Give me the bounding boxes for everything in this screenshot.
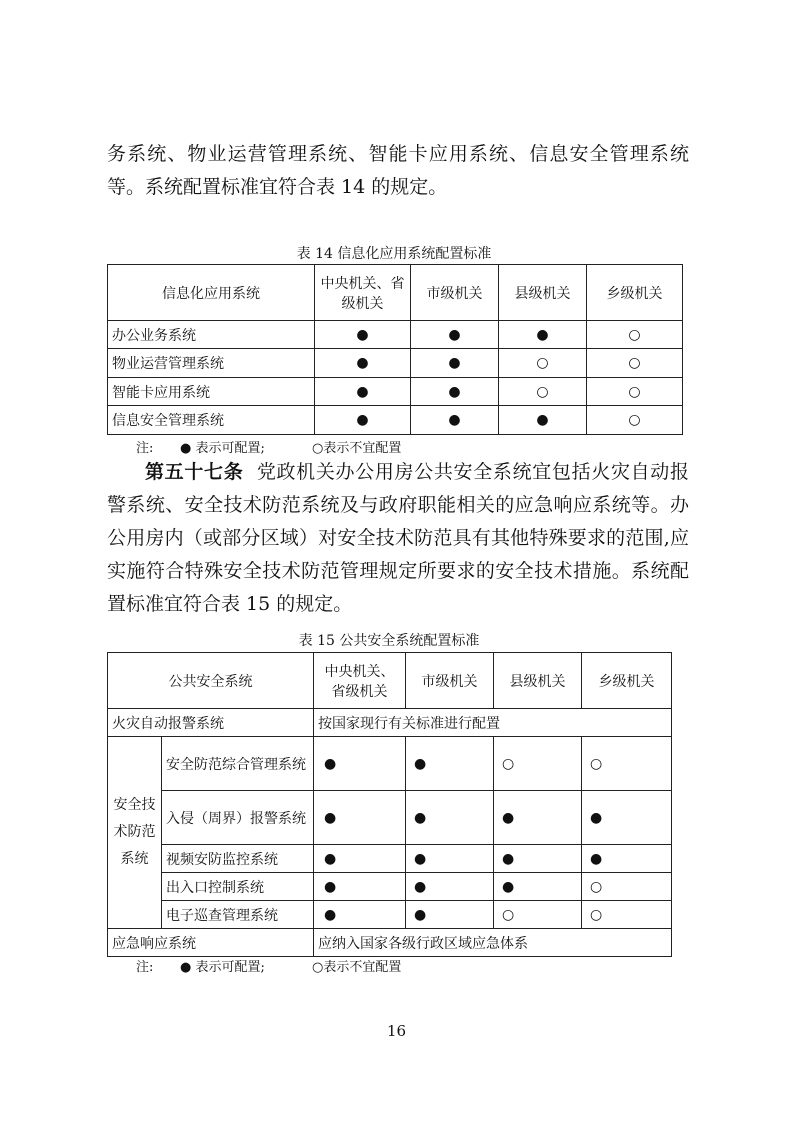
page-number: 16: [386, 1022, 407, 1040]
table-14-caption: 表 14 信息化应用系统配置标准: [296, 246, 492, 262]
config-mark: ●: [494, 873, 582, 901]
config-mark: ○: [587, 406, 683, 435]
table-15-caption: 表 15 公共安全系统配置标准: [298, 633, 480, 649]
table-row: [108, 321, 683, 349]
config-mark: ○: [582, 901, 672, 929]
note-filled: ● 表示可配置;: [180, 960, 265, 975]
table-14-header: 县级机关: [499, 265, 587, 321]
note-prefix: 注:: [136, 960, 154, 975]
note-prefix: 注:: [136, 441, 154, 456]
config-mark: ○: [582, 873, 672, 901]
config-mark: ●: [406, 737, 494, 791]
article-body: 党政机关办公用房公共安全系统宜包括火灾自动报警系统、安全技术防范系统及与政府职能相关的应急响应系统等。办公用房内（或部分区域）对安全技术防范具有其他特殊要求的范围,应实施符合特殊安全技术防范管理规定所要求的安全技术措施。系统配置标准宜符合表 15 的规定。: [107, 461, 689, 615]
row-label: 信息安全管理系统: [108, 406, 315, 435]
config-mark: ●: [406, 901, 494, 929]
table-row: [108, 349, 683, 378]
config-mark: ●: [314, 791, 406, 845]
note-filled: ● 表示可配置;: [180, 441, 265, 456]
merged-value: 按国家现行有关标准进行配置: [314, 709, 672, 737]
config-mark: ●: [499, 321, 587, 349]
config-mark: ●: [499, 406, 587, 435]
config-mark: ●: [314, 873, 406, 901]
config-mark: ●: [315, 349, 411, 378]
table-row: [108, 737, 672, 791]
config-mark: ○: [582, 737, 672, 791]
table-15: [107, 652, 672, 957]
table-14-header: 乡级机关: [587, 265, 683, 321]
table-15-header: 中央机关、省级机关: [314, 653, 406, 709]
table-14-header-row: [108, 265, 683, 321]
config-mark: ●: [314, 845, 406, 873]
article-number: 第五十七条: [145, 461, 244, 483]
config-mark: ●: [411, 406, 499, 435]
note-empty: ○表示不宜配置: [312, 441, 402, 456]
group-label: 安全技术防范系统: [108, 737, 162, 929]
table-14-note: [136, 441, 401, 457]
config-mark: ●: [411, 378, 499, 406]
table-row: [108, 873, 672, 901]
table-row: [108, 929, 672, 957]
note-empty: ○表示不宜配置: [312, 960, 402, 975]
row-label: 智能卡应用系统: [108, 378, 315, 406]
table-14-header: 信息化应用系统: [108, 265, 315, 321]
table-row: [108, 845, 672, 873]
config-mark: ○: [494, 901, 582, 929]
row-label: 出入口控制系统: [162, 873, 314, 901]
config-mark: ○: [494, 737, 582, 791]
config-mark: ●: [314, 737, 406, 791]
row-label: 视频安防监控系统: [162, 845, 314, 873]
table-15-header: 县级机关: [494, 653, 582, 709]
row-label: 火灾自动报警系统: [108, 709, 314, 737]
config-mark: ○: [499, 349, 587, 378]
config-mark: ●: [411, 349, 499, 378]
config-mark: ●: [494, 845, 582, 873]
row-label: 应急响应系统: [108, 929, 314, 957]
config-mark: ●: [315, 321, 411, 349]
config-mark: ●: [582, 791, 672, 845]
table-15-header: 乡级机关: [582, 653, 672, 709]
merged-value: 应纳入国家各级行政区域应急体系: [314, 929, 672, 957]
config-mark: ●: [314, 901, 406, 929]
table-14-header: 市级机关: [411, 265, 499, 321]
config-mark: ○: [587, 321, 683, 349]
config-mark: ●: [411, 321, 499, 349]
config-mark: ●: [406, 845, 494, 873]
table-row: [108, 901, 672, 929]
row-label: 电子巡查管理系统: [162, 901, 314, 929]
row-label: 安全防范综合管理系统: [162, 737, 314, 791]
row-label: 办公业务系统: [108, 321, 315, 349]
paragraph-1: 务系统、物业运营管理系统、智能卡应用系统、信息安全管理系统等。系统配置标准宜符合表 14 的规定。: [107, 143, 689, 198]
config-mark: ○: [587, 349, 683, 378]
config-mark: ○: [587, 378, 683, 406]
config-mark: ●: [494, 791, 582, 845]
table-row: [108, 709, 672, 737]
table-15-note: [136, 960, 401, 976]
table-row: [108, 791, 672, 845]
config-mark: ●: [406, 873, 494, 901]
config-mark: ●: [315, 406, 411, 435]
config-mark: ●: [315, 378, 411, 406]
row-label: 物业运营管理系统: [108, 349, 315, 378]
table-15-header-row: [108, 653, 672, 709]
table-row: [108, 378, 683, 406]
table-row: [108, 406, 683, 435]
table-15-header: 市级机关: [406, 653, 494, 709]
table-15-header: 公共安全系统: [108, 653, 314, 709]
row-label: 入侵（周界）报警系统: [162, 791, 314, 845]
config-mark: ●: [582, 845, 672, 873]
table-14-header: 中央机关、省级机关: [315, 265, 411, 321]
config-mark: ○: [499, 378, 587, 406]
paragraph-2: [107, 456, 689, 621]
table-14: [107, 264, 683, 435]
config-mark: ●: [406, 791, 494, 845]
